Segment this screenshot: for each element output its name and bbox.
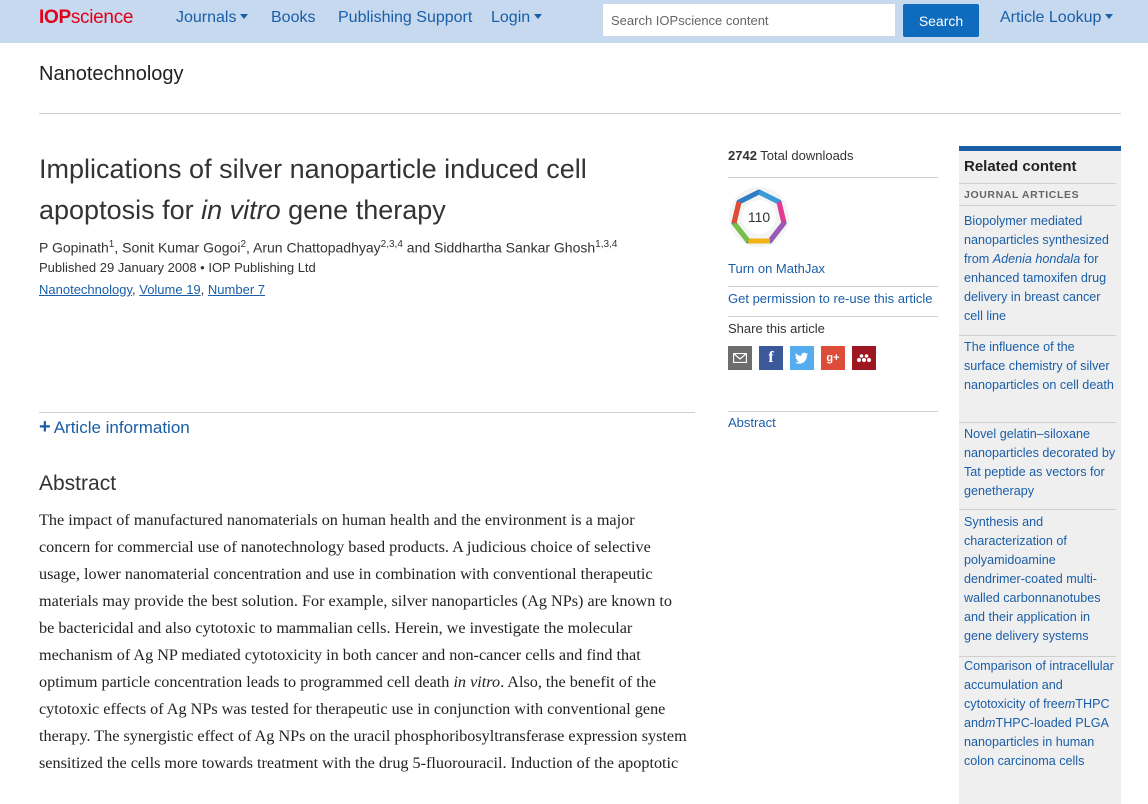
article-information-label: Article information: [53, 418, 190, 437]
header-divider: [39, 113, 1121, 114]
nav-books-link[interactable]: [271, 9, 315, 27]
related-article-link[interactable]: [964, 657, 1119, 771]
share-mendeley-button[interactable]: [852, 346, 876, 370]
sidebar-divider: [728, 286, 938, 287]
nav-login-label: Login: [491, 9, 531, 26]
sidebar-divider: [728, 316, 938, 317]
abstract-text-1: The impact of manufactured nanomaterials on human health and the environment is a major concern for commercial use of nanotechnology based products. A judicious choice of selective usage, lower nanomaterial concentration and use in combination with conventional therapeutic materials may provide the best solution. For example, silver nanoparticles (Ag NPs) are known to be bactericidal and also cytotoxic to mammalian cells. Herein, we investigate the molecular mechanism of Ag NP mediated cytotoxicity in both cancer and non-cancer cells and find that optimum particle concentration leads to programmed cell death: [39, 511, 672, 691]
share-email-button[interactable]: [728, 346, 752, 370]
related-article-text: Novel gelatin–siloxane nanoparticles decorated by Tat peptide as vectors for genetherapy: [964, 427, 1116, 498]
author-separator: and: [402, 239, 435, 256]
abstract-text: [39, 507, 689, 777]
nav-books-label: Books: [271, 9, 316, 26]
facebook-icon: f: [768, 349, 774, 366]
abstract-heading: Abstract: [39, 472, 117, 495]
related-divider: [959, 422, 1116, 423]
iopscience-logo[interactable]: [39, 6, 133, 30]
related-content-panel: [959, 146, 1121, 804]
share-facebook-button[interactable]: [759, 346, 783, 370]
downloads-count: 2742: [728, 148, 757, 163]
citation-journal-link[interactable]: Nanotechnology: [39, 282, 132, 297]
sidebar-divider: [728, 411, 938, 412]
top-navigation-bar: [0, 0, 1148, 43]
sidebar-divider: [728, 177, 938, 178]
share-googleplus-button[interactable]: [821, 346, 845, 370]
share-twitter-button[interactable]: [790, 346, 814, 370]
title-text-1: Implications of silver nanoparticle induced cell apoptosis for: [39, 154, 587, 225]
title-text-2: gene therapy: [280, 195, 446, 225]
related-divider: [959, 205, 1116, 206]
related-article-text: THPC and: [964, 697, 1110, 730]
related-article-italic: m: [1064, 697, 1076, 711]
journal-name[interactable]: Nanotechnology: [39, 63, 184, 85]
related-article-text: Comparison of intracellular accumulation and cytotoxicity of free: [964, 659, 1114, 711]
total-downloads: [728, 148, 854, 163]
nav-publishing-support-label: Publishing Support: [338, 9, 473, 26]
author-name[interactable]: Arun Chattopadhyay: [253, 239, 381, 256]
chevron-down-icon: [534, 14, 542, 19]
related-divider: [959, 335, 1116, 336]
nav-login-menu[interactable]: [491, 9, 542, 27]
get-permission-link[interactable]: Get permission to re-use this article: [728, 291, 933, 306]
journal-articles-subheading: JOURNAL ARTICLES: [964, 189, 1080, 201]
author-name[interactable]: P Gopinath: [39, 239, 109, 256]
nav-publishing-support-link[interactable]: [338, 9, 472, 27]
related-divider: [959, 509, 1116, 510]
author-name[interactable]: Sonit Kumar Gogoi: [122, 239, 241, 256]
citation-links: [39, 282, 265, 297]
logo-science-text: science: [70, 7, 134, 28]
twitter-icon: [795, 352, 809, 364]
author-list: [39, 235, 699, 258]
citation-number-link[interactable]: Number 7: [207, 282, 265, 297]
related-article-text: THPC-loaded PLGA nanoparticles in human colon carcinoma cells: [964, 716, 1109, 768]
plus-icon: +: [39, 416, 51, 438]
author-affiliation: 1: [108, 239, 115, 250]
altmetric-badge[interactable]: [728, 186, 790, 248]
article-info-divider: [39, 412, 695, 413]
nav-article-lookup-menu[interactable]: [1000, 9, 1113, 27]
mendeley-icon: [856, 353, 872, 363]
turn-on-mathjax-link[interactable]: Turn on MathJax: [728, 261, 826, 276]
nav-journals-label: Journals: [176, 9, 237, 26]
related-article-link[interactable]: [964, 338, 1119, 395]
related-article-italic: m: [985, 716, 996, 730]
related-article-link[interactable]: [964, 513, 1119, 646]
share-label: Share this article: [728, 321, 825, 336]
author-name[interactable]: Siddhartha Sankar Ghosh: [434, 239, 596, 256]
search-input[interactable]: [602, 3, 896, 37]
logo-iop-text: IOP: [39, 7, 71, 28]
related-article-text: Synthesis and characterization of polyamidoamine dendrimer-coated multi-walled carbonnanotubes and their application in gene delivery systems: [964, 515, 1101, 643]
related-article-text: Biopolymer mediated nanoparticles synthesized from: [964, 214, 1109, 266]
related-divider: [959, 183, 1116, 184]
citation-separator: ,: [200, 282, 208, 297]
author-separator: ,: [114, 239, 123, 256]
related-article-link[interactable]: [964, 425, 1119, 501]
related-article-text: for enhanced tamoxifen drug delivery in breast cancer cell line: [964, 252, 1107, 323]
title-text-italic: in vitro: [201, 195, 281, 225]
downloads-label: Total downloads: [756, 148, 854, 163]
author-affiliation: 1,3,4: [595, 239, 618, 250]
abstract-text-italic: in vitro: [453, 673, 501, 691]
nav-journals-menu[interactable]: [176, 9, 248, 27]
altmetric-score: 110: [747, 209, 771, 225]
related-article-text: The influence of the surface chemistry of silver nanoparticles on cell death: [964, 340, 1114, 392]
author-affiliation: 2,3,4: [380, 239, 403, 250]
abstract-text-2: . Also, the benefit of the cytotoxic effects of Ag NPs was tested for therapeutic use in conjunction with conventional gene therapy. The synergistic effect of Ag NPs on the uracil phosphoribosyltransferase expression system sensitized the cells more towards treatment with the drug 5-fluorouracil. Induction of the apoptotic: [39, 673, 687, 772]
googleplus-icon: g+: [826, 352, 840, 364]
article-title: [39, 149, 659, 231]
citation-volume-link[interactable]: Volume 19: [139, 282, 201, 297]
nav-article-lookup-label: Article Lookup: [1000, 9, 1102, 26]
chevron-down-icon: [1105, 14, 1113, 19]
search-button[interactable]: Search: [903, 4, 979, 37]
article-information-toggle[interactable]: [39, 416, 190, 439]
abstract-jump-link[interactable]: Abstract: [728, 415, 776, 430]
related-content-heading: Related content: [964, 158, 1077, 175]
author-affiliation: 2: [240, 239, 246, 250]
related-article-italic: Adenia hondala: [992, 252, 1081, 266]
publication-date: Published 29 January 2008 • IOP Publishing Ltd: [39, 260, 316, 275]
email-icon: [733, 353, 747, 363]
author-separator: ,: [246, 239, 254, 256]
related-article-link[interactable]: [964, 212, 1119, 326]
chevron-down-icon: [240, 14, 248, 19]
citation-separator: ,: [132, 282, 140, 297]
